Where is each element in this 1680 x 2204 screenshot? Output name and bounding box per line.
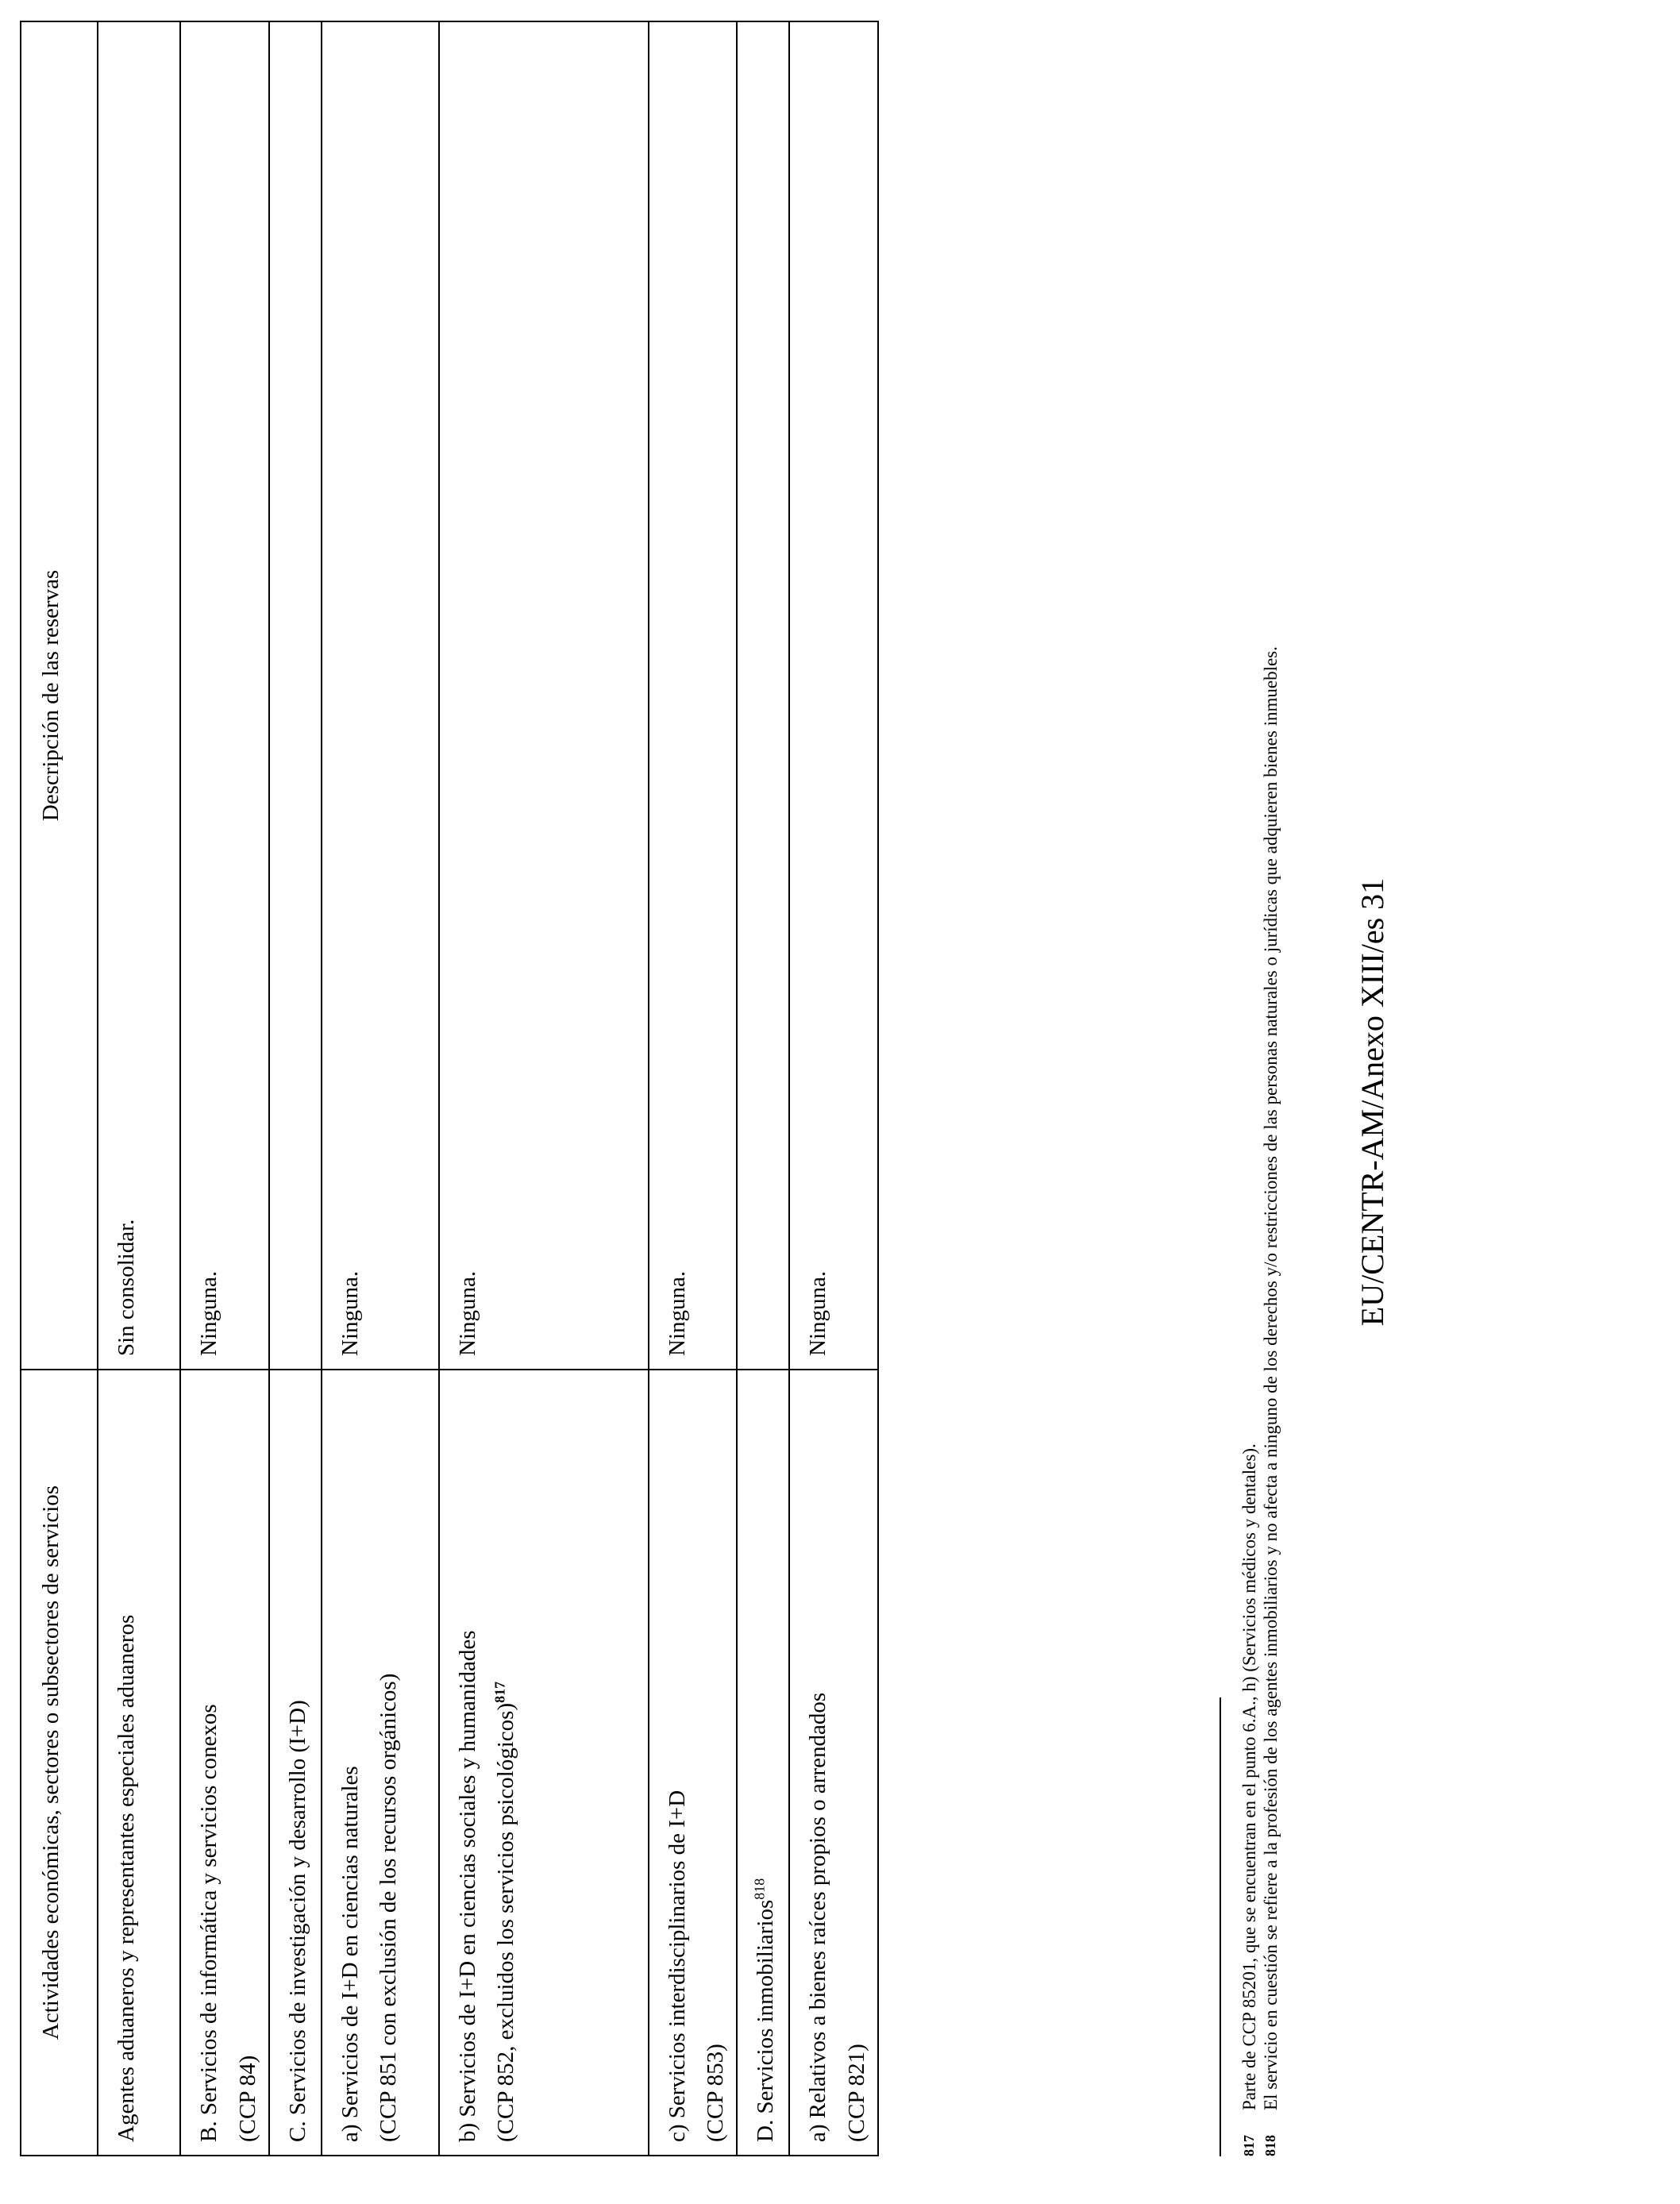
activity-cell: [98, 1370, 180, 2156]
footnote-number: 817: [1241, 2135, 1257, 2156]
table-row: [98, 21, 180, 2156]
activity-code: (CCP 853): [703, 2044, 729, 2142]
footnote-number: 818: [1262, 2135, 1278, 2156]
section-heading: C. Servicios de investigación y desarrollo (I+D): [284, 1700, 310, 2142]
activity-text: B. Servicios de informática y servicios conexos: [196, 1704, 222, 2142]
activity-cell: [322, 1370, 439, 2156]
activity-code: (CCP 84): [234, 2055, 260, 2142]
page-identifier: EU/CENTR-AM/Anexo XIII/es 31: [1354, 877, 1390, 1327]
reservation-cell: [789, 21, 878, 1370]
activity-code: (CCP 821): [843, 2044, 869, 2142]
activity-code: (CCP 851 con exclusión de los recursos orgánicos): [376, 1673, 402, 2142]
table-row: [789, 21, 878, 2156]
code-text: (CCP 852, excluidos los servicios psicológicos): [493, 1702, 519, 2142]
activity-text: b) Servicios de I+D en ciencias sociales y humanidades: [454, 1630, 480, 2142]
footnotes: [1239, 29, 1281, 2156]
header-activities: Actividades económicas, sectores o subsectores de servicios: [21, 1370, 98, 2156]
footnote: [1239, 29, 1260, 2156]
footnote-ref[interactable]: 817: [491, 1681, 508, 1703]
reservation-cell: [322, 21, 439, 1370]
table-row: [269, 21, 322, 2156]
activity-cell: [180, 1370, 269, 2156]
reservation-text: Ninguna.: [805, 1270, 831, 1356]
reservation-cell: [649, 21, 738, 1370]
reservation-cell: [439, 21, 649, 1370]
footnote: [1260, 29, 1281, 2156]
activity-text: Agentes aduaneros y representantes especiales aduaneros: [114, 1614, 139, 2142]
activity-cell: [737, 1370, 789, 2156]
section-heading: D. Servicios inmobiliarios: [753, 1899, 779, 2142]
table-row: [180, 21, 269, 2156]
reservation-text: Ninguna.: [337, 1270, 363, 1356]
table-header-row: [21, 21, 98, 2156]
reservation-text: Sin consolidar.: [114, 1219, 139, 1356]
activity-text: a) Relativos a bienes raíces propios o arrendados: [805, 1692, 831, 2142]
empty-cell: [269, 21, 322, 1370]
activity-code: [492, 1383, 520, 2142]
footnote-separator: [1220, 1697, 1221, 2156]
footnote-text: Parte de CCP 85201, que se encuentran en el punto 6.A., h) (Servicios médicos y dentales).: [1239, 1443, 1259, 2110]
activity-text: c) Servicios interdisciplinarios de I+D: [664, 1790, 690, 2142]
empty-cell: [737, 21, 789, 1370]
header-reservations: Descripción de las reservas: [21, 21, 98, 1370]
activity-cell: [269, 1370, 322, 2156]
table-row: [439, 21, 649, 2156]
reservations-table: [20, 21, 879, 2156]
footnote-ref[interactable]: 818: [751, 1878, 768, 1900]
activity-text: a) Servicios de I+D en ciencias naturales: [337, 1766, 363, 2142]
table-row: [737, 21, 789, 2156]
reservation-text: Ninguna.: [664, 1270, 690, 1356]
table-row: [322, 21, 439, 2156]
reservation-text: Ninguna.: [196, 1270, 222, 1356]
activity-cell: [649, 1370, 738, 2156]
reservation-cell: [98, 21, 180, 1370]
reservation-text: Ninguna.: [454, 1270, 480, 1356]
footnote-text: El servicio en cuestión se refiere a la profesión de los agentes inmobiliarios y no afecta a ninguno de los derechos y/o restricciones de las personas naturales o jurídicas que adquieren bienes inmuebles.: [1261, 646, 1281, 2110]
reservation-cell: [180, 21, 269, 1370]
activity-cell: [789, 1370, 878, 2156]
table-row: [649, 21, 738, 2156]
activity-cell: [439, 1370, 649, 2156]
